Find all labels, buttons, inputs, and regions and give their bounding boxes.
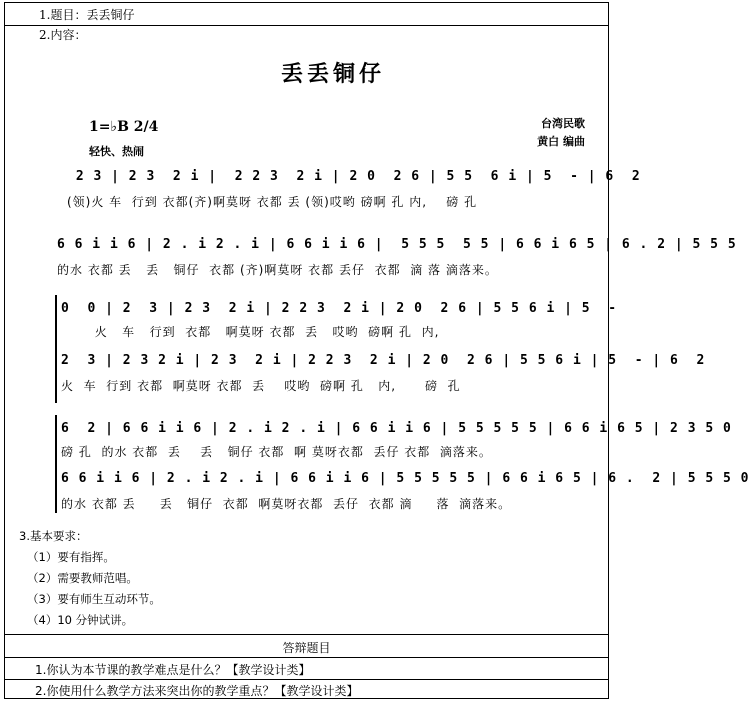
lyrics-system-1: (领)火 车 行到 衣都(齐)啊莫呀 衣都 丢 (领)哎哟 磅啊 孔 内, 磅 孔 [67, 195, 478, 209]
requirement-item: （3）要有师生互动环节。 [27, 592, 161, 606]
divider [5, 25, 608, 26]
exam-sheet [4, 2, 749, 699]
requirement-item: （4）10 分钟试讲。 [27, 613, 134, 627]
music-score [57, 43, 749, 513]
notes-system-3a: 0 0 | 2 3 | 2 3 2 i | 2 2 3 2 i | 2 0 2 6 | 5 5 6 i | 5 - [61, 301, 618, 316]
defense-question-2: 2.你使用什么教学方法来突出你的教学重点？【教学设计类】 [35, 684, 359, 698]
defense-question-1: 1.你认为本节课的教学难点是什么？【教学设计类】 [35, 663, 311, 677]
requirement-item: （1）要有指挥。 [27, 550, 115, 564]
content-line: 2.内容： [39, 28, 87, 42]
credit-arranger: 黄白 编曲 [537, 135, 585, 148]
system-bracket [55, 295, 57, 403]
lyrics-system-4a: 磅 孔 的水 衣都 丢 丢 铜仔 衣都 啊 莫呀衣都 丢仔 衣都 滴落来。 [61, 445, 492, 459]
requirements-heading: 3.基本要求： [19, 529, 88, 543]
lyrics-system-3b: 火 车 行到 衣都 啊莫呀 衣都 丢 哎哟 磅啊 孔 内, 磅 孔 [61, 379, 461, 393]
notes-system-3b: 2 3 | 2 3 2 i | 2 3 2 i | 2 2 3 2 i | 2 0 2 6 | 5 5 6 i | 5 - | 6 2 [61, 353, 706, 368]
defense-title: 答辩题目 [282, 641, 331, 655]
notes-system-2: 6 6 i i 6 | 2 . i 2 . i | 6 6 i i 6 | 5 5 5 5 5 | 6 6 i 6 5 | 6 . 2 | 5 5 5 [57, 237, 737, 252]
song-title: 丢丢铜仔 [280, 61, 385, 87]
notes-system-4a: 6 2 | 6 6 i i 6 | 2 . i 2 . i | 6 6 i i 6 | 5 5 5 5 5 | 6 6 i 6 5 | 2 3 5 0 [61, 421, 732, 436]
system-bracket [55, 415, 57, 513]
notes-system-4b: 6 6 i i 6 | 2 . i 2 . i | 6 6 i i 6 | 5 5 5 5 5 | 6 6 i 6 5 | 6 . 2 | 5 5 5 0 [61, 471, 749, 486]
divider [5, 657, 608, 658]
lyrics-system-4b: 的水 衣都 丢 丢 铜仔 衣都 啊莫呀衣都 丢仔 衣都 滴 落 滴落来。 [61, 497, 512, 511]
topic-line: 1.题目：丢丢铜仔 [39, 8, 135, 22]
lyrics-system-2: 的水 衣都 丢 丢 铜仔 衣都 (齐)啊莫呀 衣都 丢仔 衣都 滴 落 滴落来。 [57, 263, 498, 277]
lyrics-system-3a: 火 车 行到 衣都 啊莫呀 衣都 丢 哎哟 磅啊 孔 内, [61, 325, 440, 339]
divider [5, 634, 608, 635]
credit-origin: 台湾民歌 [541, 117, 585, 130]
notes-system-1: 2 3 | 2 3 2 i | 2 2 3 2 i | 2 0 2 6 | 5 5 6 i | 5 - | 6 2 [67, 169, 641, 184]
requirement-item: （2）需要教师范唱。 [27, 571, 138, 585]
tempo-marking: 轻快、热闹 [89, 145, 144, 158]
divider [5, 679, 608, 680]
key-signature: 1=♭B 2/4 [89, 119, 159, 135]
